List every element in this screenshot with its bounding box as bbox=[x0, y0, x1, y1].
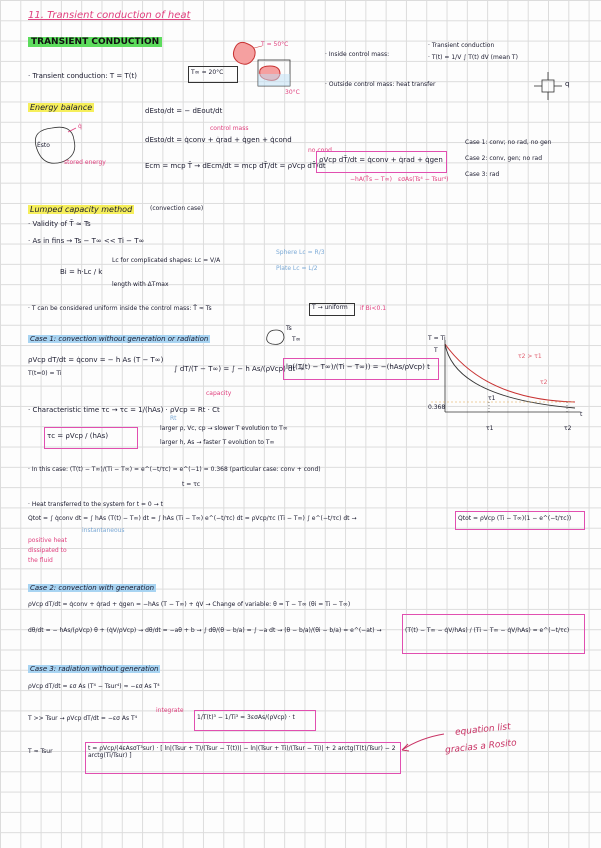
eq-energy-3: Ecm = mcp T̄ → dEcm/dt = mcp dT̄/dt = ρVcp dT̄/dt bbox=[145, 162, 326, 170]
lc-plate: Plate Lc = L/2 bbox=[276, 265, 318, 272]
qtot-boxed-eq: Qtot = ρVcp (Ti − T∞)(1 − e^(−t/τc)) bbox=[458, 515, 572, 522]
graph-ti: T = Ti bbox=[428, 335, 446, 342]
case1-eq2: ∫ dT/(T − T∞) = ∫ − h As/(ρVcp) dt → bbox=[174, 365, 304, 373]
arrow-to-box bbox=[398, 728, 448, 758]
graph-x-tau1: τ1 bbox=[486, 425, 494, 432]
case3-eq3: T ≈ Tsur bbox=[28, 748, 53, 755]
q-label: q bbox=[565, 80, 570, 88]
case3-box2-eq: t = ρVcp/(4εAsσT³sur) · [ ln|(Tsur + T)/(Tsur − T(t))| − ln|(Tsur + Ti)/(Tsur − Ti)| + 2 arctg(T(t)/Tsur) − 2 arctg(Ti/Tsur) ] bbox=[88, 745, 396, 759]
inside-item-a: · Transient conduction bbox=[428, 42, 495, 49]
this-case-line: · In this case: (T(t) − T∞)/(Ti − T∞) = e^(−t/τc) = e^(−1) = 0.368 (particular case: conv + cond) bbox=[28, 466, 321, 473]
heading-lumped-sub: (convection case) bbox=[150, 205, 204, 212]
graph-t: T bbox=[434, 347, 438, 354]
heading-energy-balance: Energy balance bbox=[30, 103, 93, 112]
case3-eq1: ρVcp dT/dt = εσ As (T⁴ − Tsur⁴) ≈ −εσ As T⁴ bbox=[28, 683, 160, 690]
fins-line: · As in fins → Ts − T∞ << Ti − T∞ bbox=[28, 237, 145, 245]
positive-heat-1: positive heat bbox=[28, 537, 67, 544]
note-no-cond: no cond bbox=[308, 147, 332, 154]
case2-desc: Case 2: conv, gen; no rad bbox=[465, 155, 543, 162]
page-title: 11. Transient conduction of heat bbox=[28, 10, 191, 21]
energy-blob-sketch bbox=[28, 122, 108, 182]
uniform-line: · T can be considered uniform inside the control mass: T̄ ≈ Ts bbox=[28, 305, 212, 312]
tau-boxed-eq: τc = ρVcp / (hAs) bbox=[47, 432, 109, 440]
sub-rad: εσAs(Ts⁴ − Tsur⁴) bbox=[398, 176, 449, 183]
graph-x-tau2: τ2 bbox=[564, 425, 572, 432]
inside-control-mass: · Inside control mass: bbox=[325, 51, 390, 58]
note-control-mass: control mass bbox=[210, 125, 249, 132]
rt-note: Rt bbox=[170, 415, 177, 422]
note-equation-list: equation list bbox=[454, 722, 512, 738]
graph-tau-compare: τ2 > τ1 bbox=[518, 353, 542, 360]
stored-energy-label: stored energy bbox=[64, 159, 106, 166]
heat-transfer-icon bbox=[530, 70, 570, 104]
graph-tau1-curve: τ1 bbox=[488, 395, 496, 402]
lc-complicated: Lc for complicated shapes: Lc = V/A bbox=[112, 257, 221, 264]
tsurf-label: 30°C bbox=[285, 89, 300, 96]
note-gracias: gracias a Rosito bbox=[444, 738, 518, 756]
uniform-box-label: T → uniform bbox=[312, 304, 348, 311]
case2-eq2: dθ/dt = − hAs/(ρVcp) θ + (q̇V/ρVcp) → dθ/dt = −aθ + b → ∫ dθ/(θ − b/a) = ∫ −a dt → (θ − b/a)/(θi − b/a) = e^(−at) → bbox=[28, 627, 382, 634]
graph-tau2-curve: τ2 bbox=[540, 379, 548, 386]
t-eq-tau: t = τc bbox=[182, 481, 201, 488]
case2-solution: (T(t) − T∞ − q̇V/hAs) / (Ti − T∞ − q̇V/hAs) = e^(−t/τc) bbox=[405, 627, 570, 634]
case1-ic: T(t=0) = Ti bbox=[28, 370, 62, 377]
qdot-label: q̇ bbox=[78, 123, 82, 130]
graph-0368: 0.368 bbox=[428, 404, 446, 411]
heading-case3: Case 3: radiation without generation bbox=[30, 665, 159, 673]
case1-eq1: ρVcp dT/dt = q̇conv = − h As (T − T∞) bbox=[28, 356, 164, 364]
case3-box1-eq: 1/T(t)³ − 1/Ti³ = 3εσAs/(ρVcp) · t bbox=[197, 714, 295, 721]
eq-energy-2: dEsto/dt = q̇conv + q̇rad + q̇gen + q̇cond bbox=[145, 136, 292, 144]
lc-length: length with ΔTmax bbox=[112, 281, 169, 288]
heading-case1: Case 1: convection without generation or radiation bbox=[30, 335, 209, 343]
case3-eq2: T >> Tsur → ρVcp dT/dt = −εσ As T⁴ bbox=[28, 715, 138, 722]
integrate-note: integrate bbox=[156, 707, 184, 714]
eq-energy-1: dEsto/dt = − dEout/dt bbox=[145, 107, 223, 115]
biot-eq: Bi = h·Lc / k bbox=[60, 268, 103, 276]
case1-tinf: T∞ bbox=[292, 336, 301, 343]
capacity-note: capacity bbox=[206, 390, 232, 397]
heading-case2: Case 2: convection with generation bbox=[30, 584, 155, 592]
case1-ts: Ts bbox=[286, 325, 292, 332]
char-time-line: · Characteristic time τc → τc = 1/(hAs) · ρVcp = Rt · Ct bbox=[28, 406, 220, 414]
temperature-decay-graph bbox=[425, 330, 585, 430]
validity-line: · Validity of T̄ ≈ Ts bbox=[28, 220, 91, 228]
case3-desc: Case 3: rad bbox=[465, 171, 500, 178]
tinit-label: T = 50°C bbox=[261, 41, 289, 48]
qtot-eq: Qtot = ∫ q̇conv dt = ∫ hAs (T(t) − T∞) dt = ∫ hAs (Ti − T∞) e^(−t/τc) dt = ρVcp/τc (Ti − T∞) ∫ e^(−t/τc) dt → bbox=[28, 515, 357, 522]
case1-solution: ln((T(t) − T∞)/(Ti − T∞)) = −(hAs/ρVcp) t bbox=[286, 363, 430, 371]
positive-heat-2: dissipated to bbox=[28, 547, 67, 554]
larger-1: larger ρ, Vc, cp → slower T evolution to T∞ bbox=[160, 425, 288, 432]
heat-transferred-line: · Heat transferred to the system for t = 0 → t bbox=[28, 501, 163, 508]
inside-item-b: · T(t) = 1/V ∫ T(t) dV (mean T) bbox=[428, 54, 518, 61]
outside-control-mass: · Outside control mass: heat transfer bbox=[325, 81, 436, 88]
heading-lumped-capacity: Lumped capacity method bbox=[30, 205, 133, 214]
uniform-condition: if Bi<0.1 bbox=[360, 305, 387, 312]
tinf-label: T∞ = 20°C bbox=[191, 69, 224, 76]
lc-sphere: Sphere Lc = R/3 bbox=[276, 249, 325, 256]
graph-x-t: t bbox=[580, 411, 583, 418]
case1-desc: Case 1: conv; no rad, no gen bbox=[465, 139, 552, 146]
energy-balance-boxed-eq: ρVcp dT̄/dt = q̇conv + q̇rad + q̇gen bbox=[319, 156, 443, 164]
larger-2: larger h, As → faster T evolution to T∞ bbox=[160, 439, 275, 446]
sub-conv: −hA(T̄s − T∞) bbox=[350, 176, 392, 183]
instantaneous-note: instantaneous bbox=[82, 527, 125, 534]
transient-definition: · Transient conduction: T = T(t) bbox=[28, 72, 137, 80]
positive-heat-3: the fluid bbox=[28, 557, 53, 564]
case2-eq1: ρVcp dT/dt = q̇conv + q̇rad + q̇gen = −hAs (T − T∞) + q̇V → Change of variable: θ = T − T∞ (θi = Ti − T∞) bbox=[28, 601, 351, 608]
edot-label: Ėsto bbox=[37, 142, 50, 149]
heading-transient-conduction: TRANSIENT CONDUCTION bbox=[28, 37, 162, 47]
